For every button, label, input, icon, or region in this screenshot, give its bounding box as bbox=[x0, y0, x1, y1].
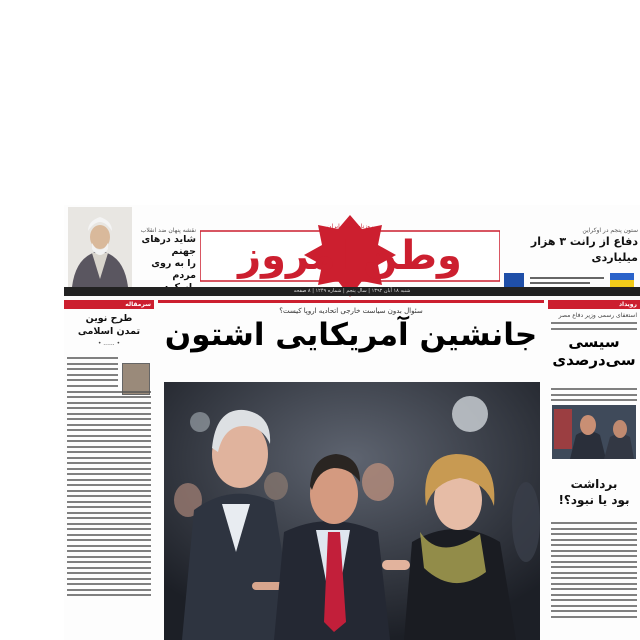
right-body-text bbox=[548, 388, 640, 405]
cleric-portrait bbox=[68, 207, 132, 287]
newspaper-front-page bbox=[64, 205, 640, 640]
right-headline-line: سیسی bbox=[568, 333, 620, 351]
right-headline-2-line: بود یا نبود؟! bbox=[558, 493, 630, 507]
section-label: رویداد bbox=[548, 300, 640, 309]
lead-story[interactable] bbox=[158, 300, 544, 640]
left-teaser-kicker: نقشه پنهان ضد انقلاب bbox=[140, 227, 196, 234]
logo-tagline: روزنامه صبح ایران bbox=[327, 223, 373, 230]
editorial-body-text bbox=[64, 391, 154, 597]
right-teaser-kicker: ستون پنجم در اوکراین bbox=[582, 227, 638, 234]
section-label: سرمقاله bbox=[64, 300, 154, 309]
sisi-photo bbox=[552, 405, 636, 459]
right-body-text bbox=[548, 322, 640, 330]
ukraine-flag-icon bbox=[610, 273, 634, 280]
left-teaser-line: شاید درهای جهنم bbox=[141, 234, 196, 257]
right-teaser[interactable] bbox=[504, 227, 638, 288]
lead-kicker: سئوال بدون سیاست خارجی اتحادیه اروپا کیست؟ bbox=[279, 307, 423, 315]
left-teaser-line: را به روی مردم bbox=[151, 258, 196, 281]
right-column bbox=[548, 300, 640, 640]
masthead bbox=[64, 205, 640, 285]
right-headline[interactable] bbox=[548, 333, 640, 369]
dateline-bar: شنبه ۱۸ آبان ۱۳۹۲ | سال پنجم | شماره ۱۲۴۹ | ۸ صفحه bbox=[64, 287, 640, 296]
editorial-title-line: تمدن اسلامی bbox=[77, 326, 141, 337]
lead-photo bbox=[164, 382, 540, 640]
right-kicker: استعفای رسمی وزیر دفاع مصر bbox=[558, 312, 637, 319]
editorial-byline: • ...... • bbox=[97, 340, 121, 347]
right-headline-2-line: برداشت bbox=[570, 477, 618, 491]
logo-wordmark: وطن امروز bbox=[238, 233, 462, 279]
flag-icons bbox=[504, 272, 638, 288]
eu-flag-icon bbox=[504, 273, 524, 287]
lead-headline: جانشین آمریکایی اشتون bbox=[164, 317, 538, 353]
editorial-title-line: طرح نوین bbox=[85, 313, 133, 324]
right-headline-line: سی‌درصدی bbox=[552, 351, 636, 369]
right-body-text bbox=[548, 522, 640, 621]
newspaper-logo bbox=[200, 215, 500, 297]
editorial-title[interactable] bbox=[64, 312, 154, 338]
right-headline-2[interactable] bbox=[548, 476, 640, 508]
right-teaser-headline: دفاع از رانت ۳ هزار میلیاردی bbox=[530, 235, 638, 264]
left-teaser[interactable] bbox=[130, 227, 196, 294]
left-column bbox=[64, 300, 154, 640]
lead-rule bbox=[158, 300, 544, 303]
